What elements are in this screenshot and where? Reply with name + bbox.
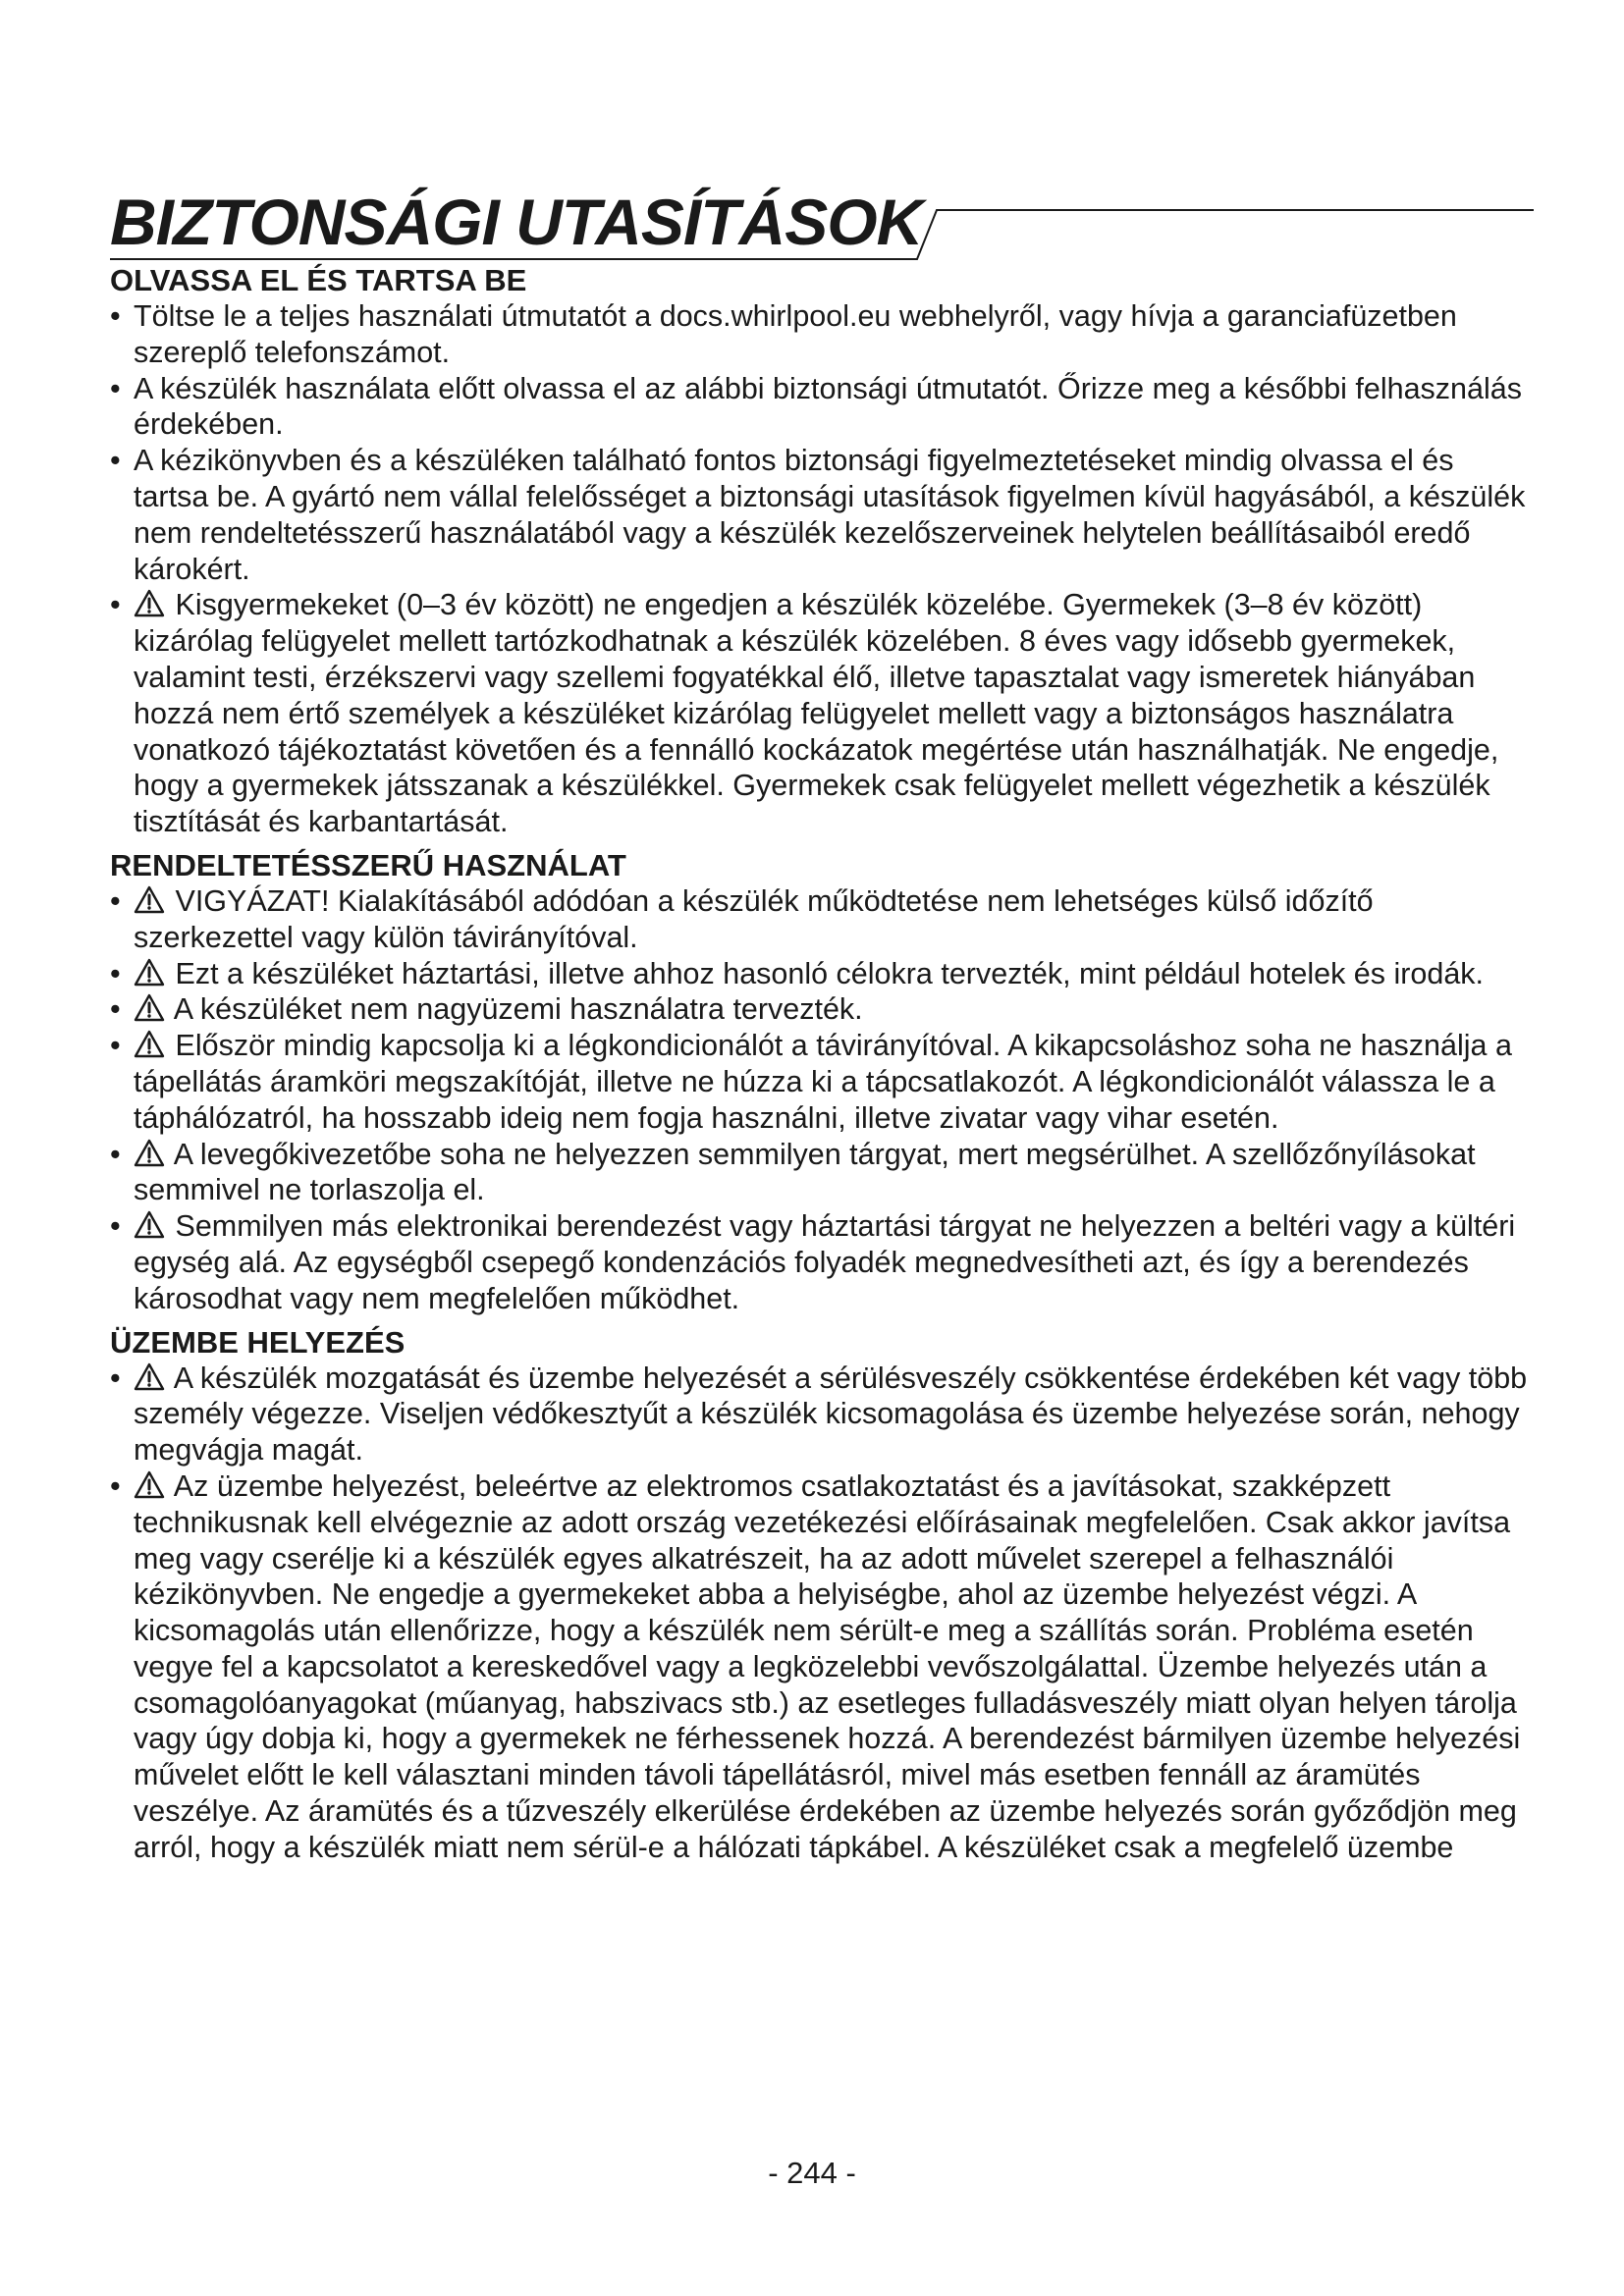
list-item-text: Semmilyen más elektronikai berendezést vagy háztartási tárgyat ne helyezzen a beltéri vagy a kültéri egység alá. Az egységből csepegő kondenzációs folyadék megnedvesítheti azt, és így a berendezés károsodhat vagy nem megfelelően működhet. bbox=[134, 1209, 1516, 1315]
list-item-text: Ezt a készüléket háztartási, illetve ahhoz hasonló célokra tervezték, mint például hotelek és irodák. bbox=[175, 956, 1485, 990]
bullet-icon: • bbox=[110, 1029, 121, 1063]
bullet-icon: • bbox=[110, 1137, 121, 1171]
section-list bbox=[110, 298, 1534, 840]
warning-triangle-icon bbox=[134, 589, 165, 617]
bullet-icon: • bbox=[110, 444, 121, 478]
bullet-icon: • bbox=[110, 883, 121, 918]
list-item bbox=[110, 371, 1534, 444]
warning-triangle-icon bbox=[134, 885, 165, 914]
warning-triangle-icon bbox=[134, 958, 165, 987]
list-item-text: A készülék használata előtt olvassa el az alábbi biztonsági útmutatót. Őrizze meg a későbbi felhasználás érdekében. bbox=[134, 371, 1522, 442]
warning-triangle-icon bbox=[134, 1362, 165, 1391]
page-title: BIZTONSÁGI UTASÍTÁSOK bbox=[110, 186, 923, 258]
section-heading: ÜZEMBE HELYEZÉS bbox=[110, 1324, 406, 1360]
section-list bbox=[110, 1361, 1534, 1866]
list-item-text: A levegőkivezetőbe soha ne helyezzen semmilyen tárgyat, mert megsérülhet. A szellőzőnyílásokat semmivel ne torlaszolja el. bbox=[134, 1137, 1476, 1207]
list-item bbox=[110, 1028, 1534, 1136]
bullet-icon: • bbox=[110, 992, 121, 1027]
list-item-text: VIGYÁZAT! Kialakításából adódóan a készülék működtetése nem lehetséges külső időzítő szerkezettel vagy külön távirányítóval. bbox=[134, 883, 1374, 954]
section-list bbox=[110, 883, 1534, 1317]
bullet-icon: • bbox=[110, 588, 121, 622]
list-item-text: A készülék mozgatását és üzembe helyezését a sérülésveszély csökkentése érdekében két vagy több személy végezze. Viseljen védőkesztyűt a készülék kicsomagolása és üzembe helyezése során, nehogy megvágja magát. bbox=[134, 1361, 1528, 1468]
list-item bbox=[110, 298, 1534, 371]
document-body bbox=[110, 263, 1534, 1866]
title-block bbox=[110, 183, 1534, 261]
bullet-icon: • bbox=[110, 299, 121, 333]
bullet-icon: • bbox=[110, 371, 121, 405]
list-item-text: Először mindig kapcsolja ki a légkondicionálót a távirányítóval. A kikapcsoláshoz soha ne használja a tápellátás áramköri megszakítóját, illetve ne húzza ki a tápcsatlakozót. A légkondicionálót válassza le a táphálózatról, ha hosszabb ideig nem fogja használni, illetve zivatar vagy vihar esetén. bbox=[134, 1029, 1512, 1135]
warning-triangle-icon bbox=[134, 1470, 165, 1499]
page-number: - 244 - bbox=[768, 2156, 856, 2190]
list-item-text: Töltse le a teljes használati útmutatót a docs.whirlpool.eu webhelyről, vagy hívja a garanciafüzetben szereplő telefonszámot. bbox=[134, 299, 1457, 369]
list-item bbox=[110, 1361, 1534, 1468]
warning-triangle-icon bbox=[134, 1139, 165, 1167]
list-item bbox=[110, 1137, 1534, 1209]
bullet-icon: • bbox=[110, 956, 121, 990]
list-item-text: A készüléket nem nagyüzemi használatra tervezték. bbox=[173, 992, 863, 1027]
section-heading: OLVASSA EL ÉS TARTSA BE bbox=[110, 263, 527, 297]
list-item bbox=[110, 443, 1534, 587]
list-item bbox=[110, 587, 1534, 840]
warning-triangle-icon bbox=[134, 1030, 165, 1058]
list-item-text: Kisgyermekeket (0–3 év között) ne engedjen a készülék közelébe. Gyermekek (3–8 év között) kizárólag felügyelet mellett tartózkodhatnak a készülék közelében. 8 éves vagy idősebb gyermekek, valamint testi, érzékszervi vagy szellemi fogyatékkal élő, illetve tapasztalat vagy ismeretek hiányában hozzá nem értő személyek a készüléket kizárólag felügyelet mellett vagy a biztonságos használatra vonatkozó tájékoztatást követően és a fennálló kockázatok megértése után használhatják. Ne engedje, hogy a gyermekek játsszanak a készülékkel. Gyermekek csak felügyelet mellett végezhetik a készülék tisztítását és karbantartását. bbox=[134, 588, 1499, 839]
warning-triangle-icon bbox=[134, 1210, 165, 1239]
list-item bbox=[110, 991, 1534, 1028]
warning-triangle-icon bbox=[134, 993, 165, 1022]
bullet-icon: • bbox=[110, 1361, 121, 1395]
section-heading: RENDELTETÉSSZERŰ HASZNÁLAT bbox=[110, 847, 626, 882]
list-item-text: A kézikönyvben és a készüléken található fontos biztonsági figyelmeztetéseket mindig olvassa el és tartsa be. A gyártó nem vállal felelősséget a biztonsági utasítások figyelmen kívül hagyásából, a készülék nem rendeltetésszerű használatából vagy a készülék kezelőszerveinek helytelen beállításaiból eredő károkért. bbox=[134, 444, 1526, 586]
list-item-text: Az üzembe helyezést, beleértve az elektromos csatlakoztatást és a javításokat, szakképzett technikusnak kell elvégeznie az adott ország vezetékezési előírásainak megfelelően. Csak akkor javítsa meg vagy cserélje ki a készülék egyes alkatrészeit, ha az adott művelet szerepel a felhasználói kézikönyvben. Ne engedje a gyermekeket abba a helyiségbe, ahol az üzembe helyezést végzi. A kicsomagolás után ellenőrizze, hogy a készülék nem sérült-e meg a szállítás során. Probléma esetén vegye fel a kapcsolatot a kereskedővel vagy a legközelebbi vevőszolgálattal. Üzembe helyezés után a csomagolóanyagokat (műanyag, habszivacs stb.) az esetleges fulladásveszély miatt olyan helyen tárolja vagy úgy dobja ki, hogy a gyermekek ne férhessenek hozzá. A berendezést bármilyen üzembe helyezési művelet előtt le kell választani minden távoli tápellátásról, mivel más esetben fennáll az áramütés veszélye. Az áramütés és a tűzveszély elkerülése érdekében az üzembe helyezés során győződjön meg arról, hogy a készülék miatt nem sérül-e a hálózati tápkábel. A készüléket csak a megfelelő üzembe bbox=[134, 1468, 1521, 1864]
bullet-icon: • bbox=[110, 1209, 121, 1244]
list-item bbox=[110, 883, 1534, 956]
list-item bbox=[110, 1468, 1534, 1866]
list-item bbox=[110, 956, 1534, 992]
list-item bbox=[110, 1208, 1534, 1316]
bullet-icon: • bbox=[110, 1468, 121, 1503]
